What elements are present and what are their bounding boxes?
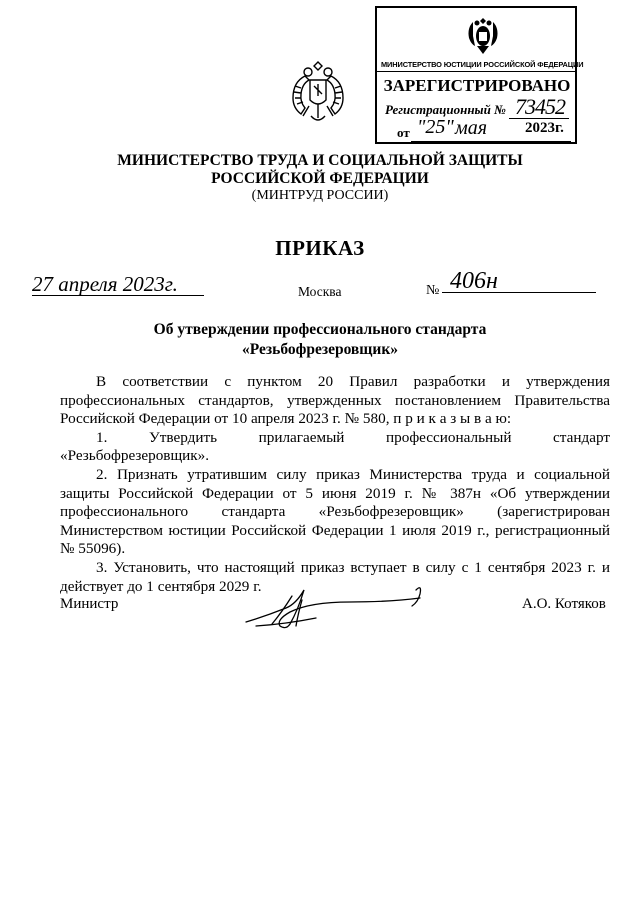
registration-stamp (375, 6, 584, 144)
stamp-reg-underline (509, 118, 569, 119)
preamble-paragraph: В соответствии с пунктом 20 Правил разработки и утверждения профессиональных стандартов, утвержденных постановлением Правительства Российской Федерации от 10 апреля 2023 г. № 580, п р и к а з ы в а ю: (60, 373, 610, 428)
stamp-date-prefix: от (397, 125, 410, 140)
subject-line2: «Резьбофрезеровщик» (242, 341, 398, 358)
signatory-name: А.О. Котяков (522, 596, 606, 612)
clause-2: 2. Признать утратившим силу приказ Министерства труда и социальной защиты Российской Федерации от 5 июня 2019 г. № 387н «Об утверждении профессионального стандарта «Резьбофрезеровщик» (зарегистрирован Министерством юстиции Российской Федерации 1 июля 2019 г., регистрационный № 55096). (60, 465, 610, 558)
clause-3: 3. Установить, что настоящий приказ вступает в силу с 1 сентября 2023 г. и действует до 1 сентября 2029 г. (60, 558, 610, 595)
stamp-divider (377, 71, 575, 72)
document-body (60, 373, 610, 596)
stamp-reg-number-label: Регистрационный № (385, 102, 506, 117)
date-underline (32, 295, 204, 296)
stamp-registered-label: ЗАРЕГИСТРИРОВАНО (383, 76, 571, 95)
eagle-emblem-icon (465, 14, 501, 58)
order-number-handwritten: 406н (450, 268, 498, 294)
document-subject (0, 320, 640, 360)
number-underline (442, 292, 596, 293)
coat-of-arms-icon (289, 60, 347, 126)
ministry-name-line2: РОССИЙСКОЙ ФЕДЕРАЦИИ (211, 170, 429, 187)
order-number-label: № (426, 283, 440, 298)
stamp-date-month: мая (455, 117, 488, 139)
stamp-date-underline (411, 141, 571, 142)
signatory-title: Министр (60, 596, 119, 612)
ministry-abbreviation: (МИНТРУД РОССИИ) (251, 188, 389, 203)
stamp-reg-number-value: 73452 (515, 94, 565, 119)
order-date-handwritten: 27 апреля 2023г. (32, 272, 178, 296)
handwritten-signature (236, 582, 432, 632)
subject-line1: Об утверждении профессионального стандарта (153, 321, 487, 338)
ministry-name-line1: МИНИСТЕРСТВО ТРУДА И СОЦИАЛЬНОЙ ЗАЩИТЫ (117, 152, 523, 169)
stamp-ministry-name: МИНИСТЕРСТВО ЮСТИЦИИ РОССИЙСКОЙ ФЕДЕРАЦИИ (381, 60, 584, 69)
order-city: Москва (298, 284, 342, 299)
stamp-date-year: 2023г. (525, 120, 564, 136)
document-type-title: ПРИКАЗ (275, 236, 365, 260)
stamp-date-day: "25" (417, 116, 454, 138)
clause-1: 1. Утвердить прилагаемый профессиональный стандарт «Резьбофрезеровщик». (60, 428, 610, 465)
